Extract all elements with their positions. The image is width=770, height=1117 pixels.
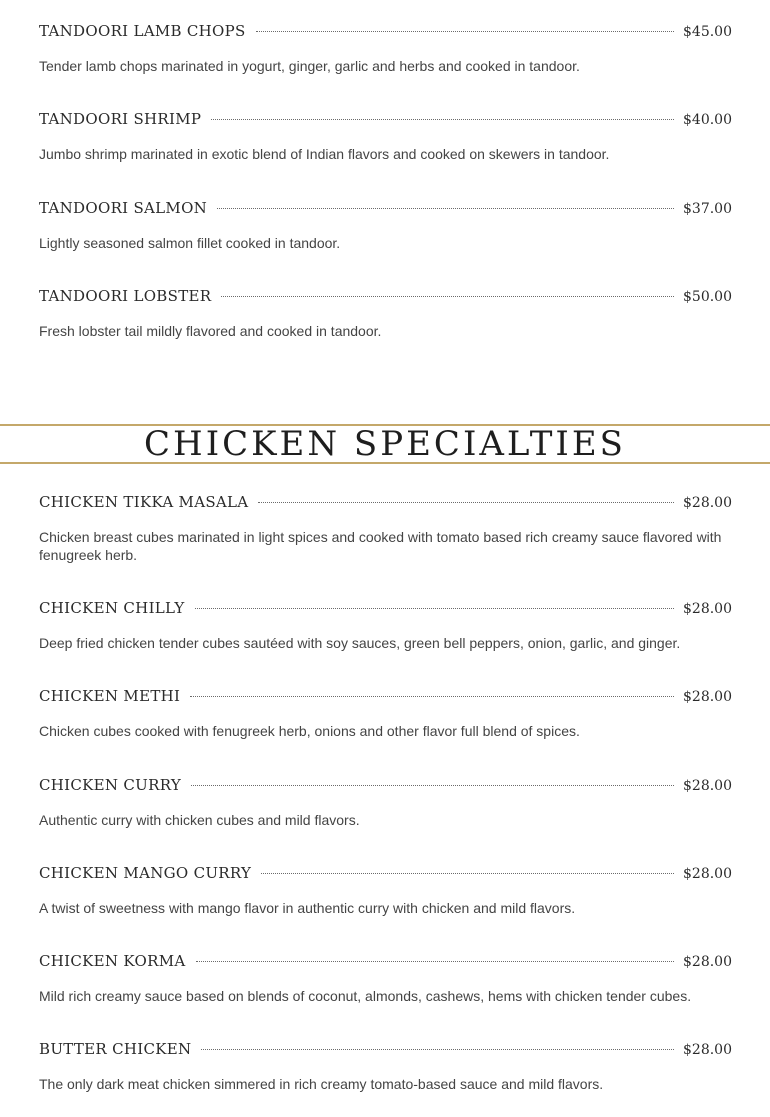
dotted-leader [221,296,674,297]
menu-item-chicken-curry [39,776,732,829]
menu-item-price: $28.00 [683,601,732,617]
menu-item-price: $50.00 [683,289,732,305]
menu-item-price: $37.00 [683,201,732,217]
menu-item-name: TANDOORI SALMON [39,199,208,217]
menu-item-description: Deep fried chicken tender cubes sautéed with soy sauces, green bell peppers, onion, garlic, and ginger. [39,635,681,651]
menu-item-header [39,1040,732,1076]
menu-item-price: $28.00 [683,689,732,705]
menu-item-price: $28.00 [683,495,732,511]
dotted-leader [211,119,674,120]
menu-item-price: $28.00 [683,778,732,794]
menu-item-header [39,22,732,58]
dotted-leader [258,502,674,503]
dotted-leader [256,31,674,32]
menu-item-description: Jumbo shrimp marinated in exotic blend of Indian flavors and cooked on skewers in tandoor. [39,146,610,162]
menu-item-header [39,287,732,323]
menu-item-header [39,110,732,146]
menu-item-name: CHICKEN KORMA [39,952,186,970]
menu-item-chicken-methi [39,687,732,740]
menu-item-tandoori-lamb-chops [39,22,732,75]
menu-item-chicken-chilly [39,599,732,652]
menu-item-price: $28.00 [683,954,732,970]
menu-item-description: Chicken cubes cooked with fenugreek herb, onions and other flavor full blend of spices. [39,723,580,739]
menu-item-price: $45.00 [683,24,732,40]
menu-item-chicken-tikka-masala [39,493,732,564]
menu-item-description: The only dark meat chicken simmered in rich creamy tomato-based sauce and mild flavors. [39,1076,604,1092]
menu-item-butter-chicken [39,1040,732,1093]
menu-item-name: CHICKEN CURRY [39,776,182,794]
dotted-leader [195,608,674,609]
menu-item-price: $28.00 [683,1042,732,1058]
menu-item-header [39,493,732,529]
menu-item-chicken-korma [39,952,732,1005]
dotted-leader [190,696,674,697]
menu-item-price: $28.00 [683,866,732,882]
menu-item-tandoori-lobster [39,287,732,340]
dotted-leader [201,1049,674,1050]
menu-item-header [39,687,732,723]
menu-item-name: TANDOORI LAMB CHOPS [39,22,246,40]
menu-item-name: TANDOORI LOBSTER [39,287,212,305]
menu-item-description: Authentic curry with chicken cubes and mild flavors. [39,812,360,828]
menu-item-name: CHICKEN TIKKA MASALA [39,493,249,511]
section-heading-band [0,424,770,464]
menu-item-description: A twist of sweetness with mango flavor in authentic curry with chicken and mild flavors. [39,900,576,916]
menu-item-name: BUTTER CHICKEN [39,1040,192,1058]
menu-item-header [39,864,732,900]
menu-item-description: Tender lamb chops marinated in yogurt, ginger, garlic and herbs and cooked in tandoor. [39,58,580,74]
menu-item-header [39,776,732,812]
menu-item-chicken-mango-curry [39,864,732,917]
menu-item-description: Fresh lobster tail mildly flavored and cooked in tandoor. [39,323,382,339]
menu-item-name: CHICKEN METHI [39,687,181,705]
menu-item-description: Chicken breast cubes marinated in light spices and cooked with tomato based rich creamy sauce flavored with fenugreek herb. [39,529,722,563]
dotted-leader [196,961,675,962]
menu-item-tandoori-shrimp [39,110,732,163]
section-title: CHICKEN SPECIALTIES [144,424,626,464]
menu-item-name: CHICKEN CHILLY [39,599,185,617]
menu-item-price: $40.00 [683,112,732,128]
menu-item-tandoori-salmon [39,199,732,252]
menu-item-header [39,952,732,988]
dotted-leader [261,873,674,874]
menu-item-name: TANDOORI SHRIMP [39,110,202,128]
dotted-leader [191,785,674,786]
menu-item-name: CHICKEN MANGO CURRY [39,864,252,882]
menu-item-description: Mild rich creamy sauce based on blends of coconut, almonds, cashews, hems with chicken tender cubes. [39,988,692,1004]
menu-item-header [39,199,732,235]
dotted-leader [217,208,674,209]
menu-item-description: Lightly seasoned salmon fillet cooked in tandoor. [39,235,341,251]
menu-item-header [39,599,732,635]
